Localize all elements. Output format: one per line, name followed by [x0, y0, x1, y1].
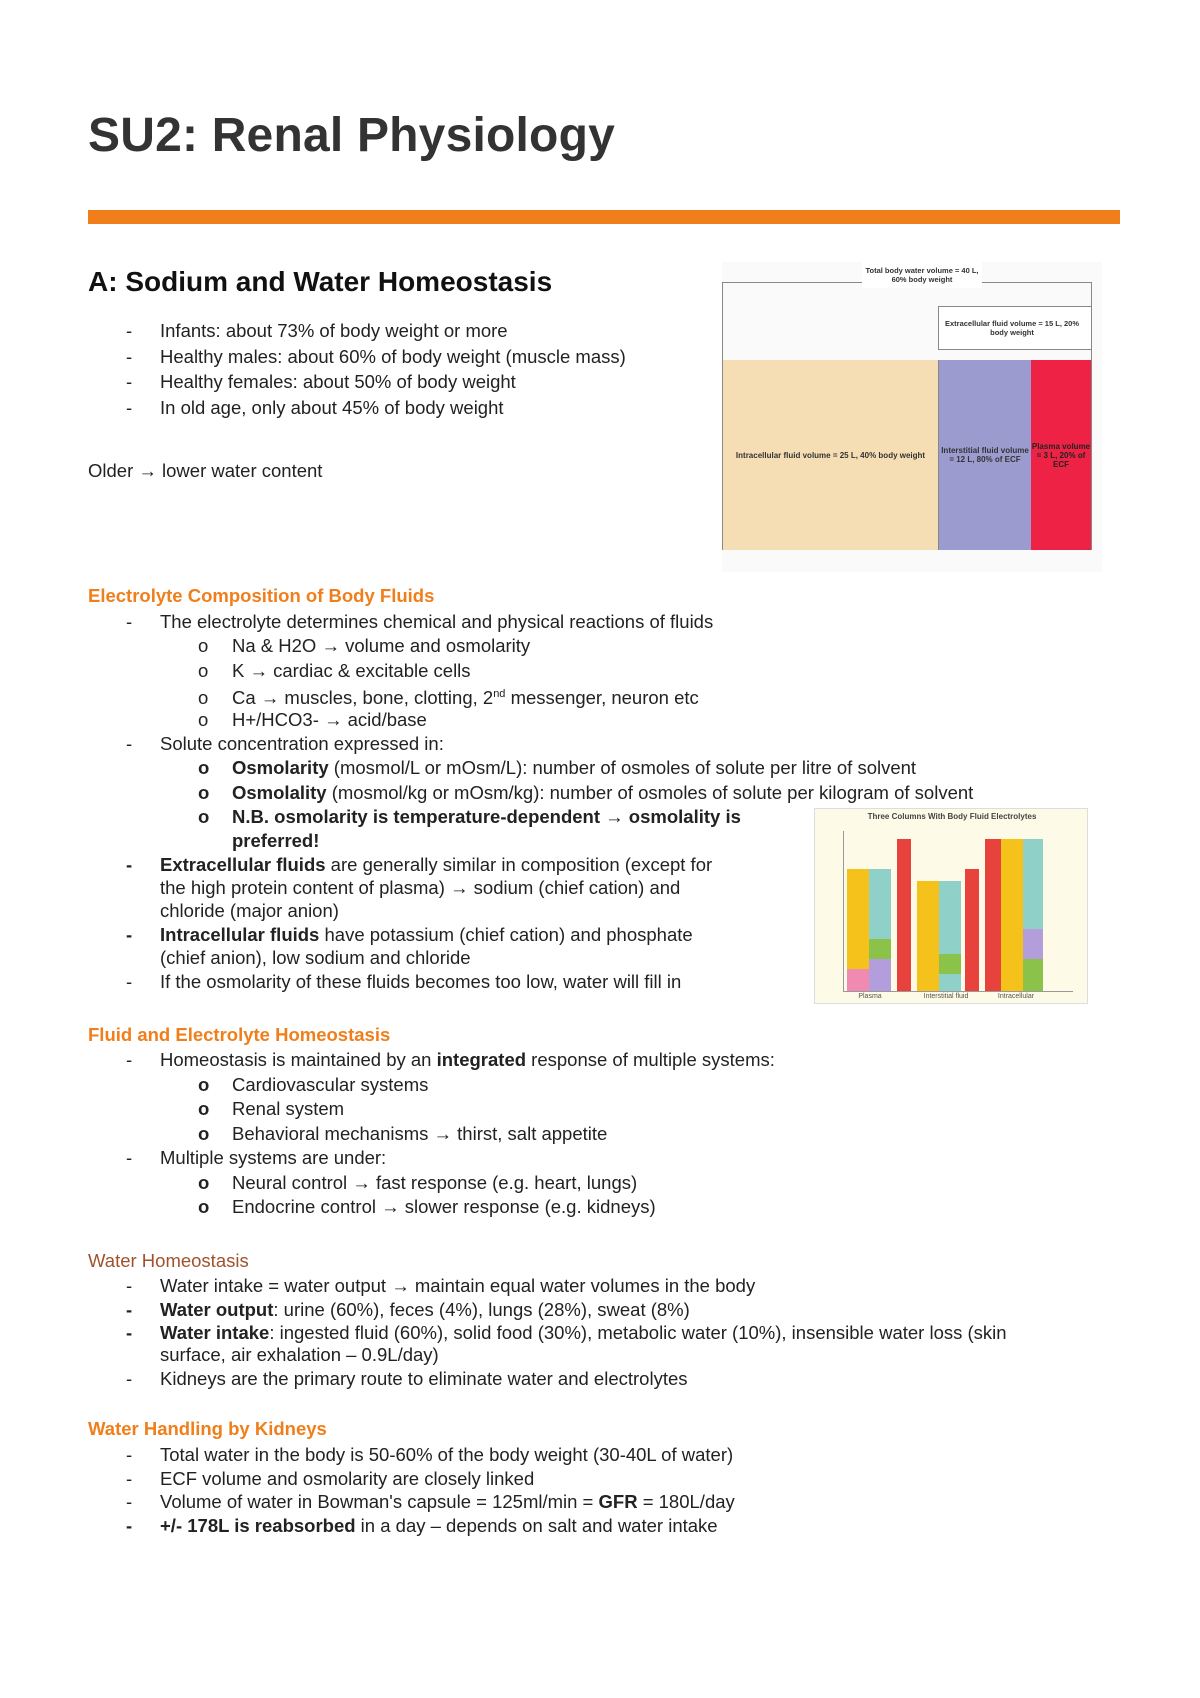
section-a-heading: A: Sodium and Water Homeostasis [88, 266, 553, 297]
plasma-block: Plasma volume = 3 L, 20% of ECF [1031, 360, 1091, 550]
list-item: o Neural control → fast response (e.g. heart, lungs) [198, 1171, 638, 1193]
ecf-label: Extracellular fluid volume = 15 L, 20% body weight [944, 319, 1079, 337]
list-item: o N.B. osmolarity is temperature-dependent → osmolality is [198, 806, 741, 827]
electrolyte-heading: Electrolyte Composition of Body Fluids [88, 585, 435, 606]
electrolyte-columns-figure [814, 808, 1088, 1004]
list-item: - The electrolyte determines chemical and physical reactions of fluids [126, 611, 714, 632]
col-label-interstitial: Interstitial fluid [923, 993, 969, 1000]
list-item: - Multiple systems are under: [126, 1147, 387, 1168]
col-label-intracellular: Intracellular [997, 993, 1035, 1000]
list-item: (chief anion), low sodium and chloride [160, 947, 471, 968]
list-item: - Water intake: ingested fluid (60%), solid food (30%), metabolic water (10%), insensible water loss (skin [126, 1322, 1007, 1343]
list-item: surface, air exhalation – 0.9L/day) [160, 1344, 439, 1365]
section-a-list [88, 320, 626, 422]
fluid-list [88, 1049, 775, 1221]
total-water-label: Total body water volume = 40 L, 60% body weight [862, 262, 982, 288]
list-item: o Osmolarity (mosmol/L or mOsm/L): number of osmoles of solute per litre of solvent [198, 757, 917, 778]
list-item: - +/- 178L is reabsorbed in a day – depends on salt and water intake [126, 1514, 718, 1536]
list-item: chloride (major anion) [160, 900, 339, 921]
section-a-note: Older → lower water content [88, 460, 323, 481]
list-item: o Behavioral mechanisms → thirst, salt appetite [198, 1122, 608, 1144]
list-item: preferred! [232, 830, 320, 851]
list-item: o Renal system [198, 1098, 345, 1119]
list-item: - Water output: urine (60%), feces (4%), lungs (28%), sweat (8%) [126, 1298, 690, 1320]
list-item: o K → cardiac & excitable cells [198, 659, 471, 681]
col-label-plasma: Plasma [858, 993, 882, 1000]
list-item: - Healthy females: about 50% of body weight [126, 371, 516, 392]
list-item: - Extracellular fluids are generally similar in composition (except for [126, 854, 713, 875]
fluid-heading: Fluid and Electrolyte Homeostasis [88, 1024, 391, 1045]
title-rule [88, 210, 1120, 224]
list-item: - In old age, only about 45% of body weight [126, 396, 504, 418]
list-item: o Endocrine control → slower response (e.g. kidneys) [198, 1196, 656, 1217]
list-item: o H+/HCO3- → acid/base [198, 708, 427, 730]
kidneys-heading: Water Handling by Kidneys [88, 1418, 327, 1439]
list-item: - Kidneys are the primary route to eliminate water and electrolytes [126, 1367, 688, 1389]
list-item: - Total water in the body is 50-60% of the body weight (30-40L of water) [126, 1444, 734, 1465]
body-water-figure [722, 262, 1102, 572]
list-item: - Healthy males: about 60% of body weight (muscle mass) [126, 345, 626, 367]
water-heading: Water Homeostasis [88, 1250, 249, 1271]
list-item: - Infants: about 73% of body weight or more [126, 320, 508, 341]
figure2-title: Three Columns With Body Fluid Electrolytes [867, 812, 1037, 821]
list-item: o Ca → muscles, bone, clotting, 2nd messenger, neuron etc [198, 687, 699, 709]
list-item: - Water intake = water output → maintain equal water volumes in the body [126, 1275, 756, 1296]
list-item: o Osmolality (mosmol/kg or mOsm/kg): number of osmoles of solute per kilogram of solvent [198, 781, 974, 803]
icf-block: Intracellular fluid volume = 25 L, 40% body weight [723, 360, 939, 550]
isf-block: Interstitial fluid volume = 12 L, 80% of ECF [939, 360, 1031, 550]
list-item: o Na & H2O → volume and osmolarity [198, 635, 531, 656]
kidneys-list [88, 1444, 735, 1538]
list-item: - If the osmolarity of these fluids becomes too low, water will fill in [126, 971, 682, 992]
list-item: - Homeostasis is maintained by an integrated response of multiple systems: [126, 1049, 775, 1070]
list-item: the high protein content of plasma) → sodium (chief cation) and [160, 877, 681, 898]
list-item: - ECF volume and osmolarity are closely linked [126, 1467, 535, 1489]
list-item: - Solute concentration expressed in: [126, 733, 444, 754]
page-title: SU2: Renal Physiology [88, 109, 615, 162]
list-item: - Intracellular fluids have potassium (chief cation) and phosphate [126, 924, 693, 945]
list-item: - Volume of water in Bowman's capsule = 125ml/min = GFR = 180L/day [126, 1491, 735, 1512]
water-list [88, 1275, 1007, 1391]
list-item: o Cardiovascular systems [198, 1073, 429, 1095]
